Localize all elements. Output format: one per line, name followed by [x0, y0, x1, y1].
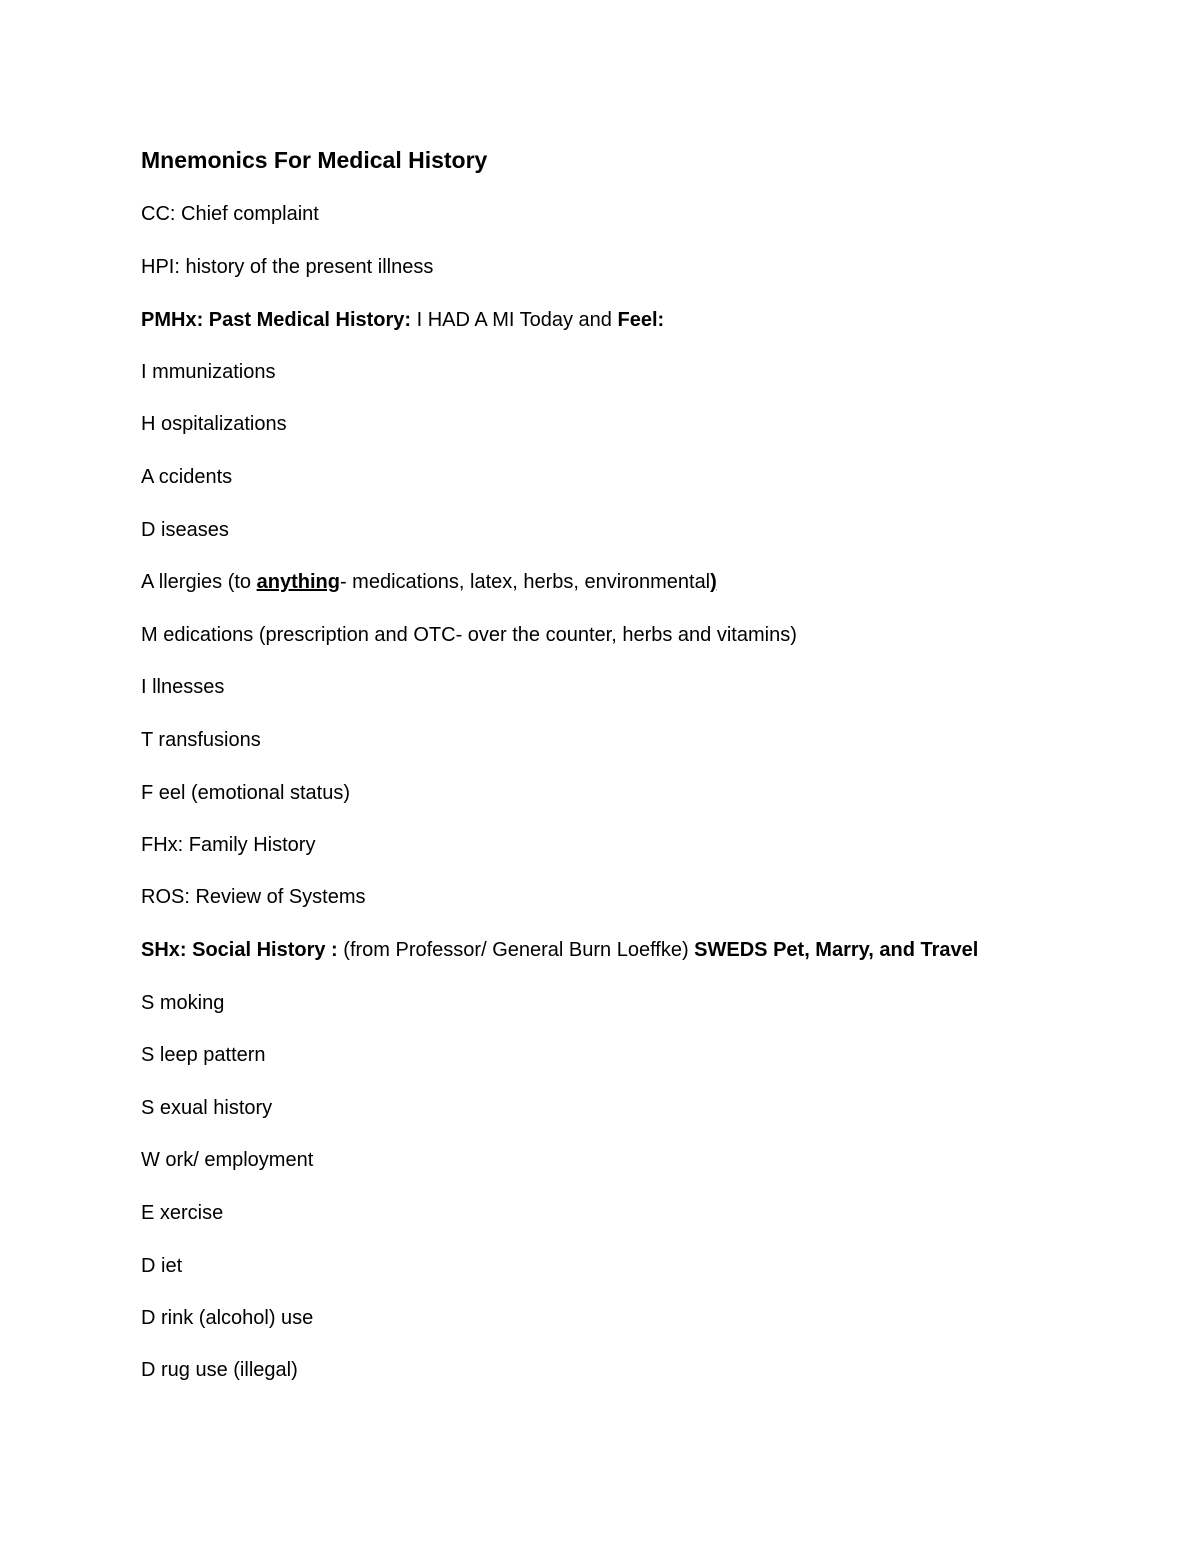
pmhx-and: and [573, 309, 618, 331]
document-title: Mnemonics For Medical History [141, 147, 488, 173]
shx-item-drug: D rug use (illegal) [141, 1359, 298, 1381]
pmhx-feel: Feel: [617, 309, 665, 331]
pmhx-item-feel: F eel (emotional status) [141, 782, 350, 804]
pmhx-item-medications: M edications (prescription and OTC- over the counter, herbs and vitamins) [141, 624, 797, 646]
review-of-systems-line: ROS: Review of Systems [141, 886, 366, 908]
family-history-line: FHx: Family History [141, 834, 316, 856]
shx-source: (from Professor/ General Burn Loeffke) [343, 939, 695, 961]
shx-item-work: W ork/ employment [141, 1149, 314, 1171]
pmhx-item-illnesses: I llnesses [141, 676, 225, 698]
shx-item-exercise: E xercise [141, 1202, 224, 1224]
pmhx-item-hospitalizations: H ospitalizations [141, 413, 287, 435]
shx-item-drink: D rink (alcohol) use [141, 1307, 314, 1329]
shx-item-diet: D iet [141, 1255, 183, 1277]
chief-complaint-line: CC: Chief complaint [141, 203, 319, 225]
hpi-line: HPI: history of the present illness [141, 256, 434, 278]
shx-item-smoking: S moking [141, 992, 225, 1014]
shx-heading [141, 937, 978, 963]
pmhx-item-transfusions: T ransfusions [141, 729, 261, 751]
shx-mnemonic: SWEDS Pet, Marry, and Travel [694, 939, 979, 961]
pmhx-item-immunizations: I mmunizations [141, 361, 276, 383]
pmhx-item-allergies [141, 569, 717, 595]
pmhx-heading [141, 307, 664, 333]
pmhx-bold-lead: PMHx: Past Medical History: [141, 309, 417, 331]
allergies-emphasis: anything [256, 571, 340, 593]
allergies-detail: - medications, latex, herbs, environmental [339, 571, 711, 593]
pmhx-item-diseases: D iseases [141, 519, 229, 541]
shx-bold-lead: SHx: Social History : [141, 939, 344, 961]
pmhx-item-accidents: A ccidents [141, 466, 233, 488]
pmhx-mnemonic: I HAD A MI Today [416, 309, 573, 331]
shx-item-sexual: S exual history [141, 1097, 273, 1119]
allergies-close-paren: ) [710, 571, 717, 593]
allergies-lead: A llergies (to [141, 571, 257, 593]
shx-item-sleep: S leep pattern [141, 1044, 266, 1066]
